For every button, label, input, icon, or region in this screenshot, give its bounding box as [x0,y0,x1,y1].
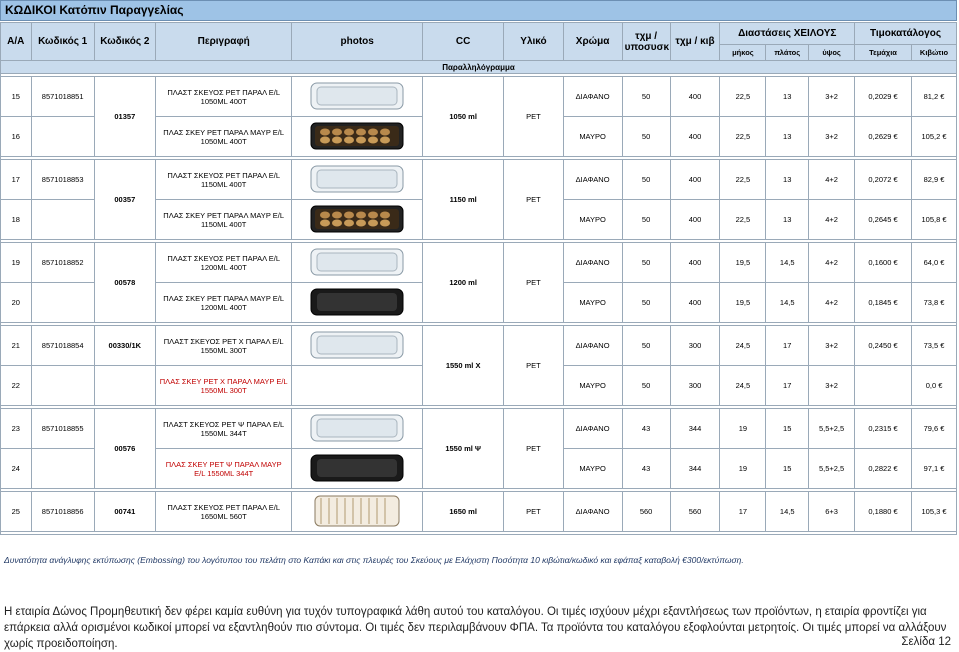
row-price-box: 79,6 € [912,409,957,449]
desc-line: 1150ML 400T [200,179,247,189]
disclaimer: Η εταιρία Δώνος Προμηθευτική δεν φέρει καμία ευθύνη για τυχόν τυπογραφικά λάθη αυτού του καταλόγου. Οι τιμές ισχύουν μέχρι εξαντλήσεως των προϊόντων, η εταιρία φροντίζει για επάρκεια αλλά ορισμένοι κωδικοί μπορεί να εξαντληθούν πιο σύντομα. Οι τιμές δεν περιλαμβάνουν ΦΠΑ. Τα προϊόντα του καταλόγου εξοφλούνται μετρητοίς. Οι τιμές μπορεί να αλλάξουν χωρίς προειδοποίηση. [4,606,947,650]
row-width: 15 [766,409,809,449]
row-price-box: 0,0 € [912,366,957,406]
row-material: PET [504,243,563,323]
row-per-pack: 43 [622,409,670,449]
desc-line: ΠΛΑΣΤ ΣΚΕΥΟΣ PET ΠΑΡΑΛ E/L [167,87,281,97]
row-desc [155,449,292,489]
row-height: 3+2 [809,117,855,157]
row-price-piece: 0,2645 € [855,200,912,240]
container-photo [301,79,413,113]
row-aa: 19 [1,243,32,283]
desc-line: 1550ML 300T [200,345,247,355]
desc-line: ΠΛΑΣΤ ΣΚΕΥΟΣ PET Ψ ΠΑΡΑΛ E/L [163,419,285,429]
row-per-pack: 50 [622,326,670,366]
row-price-piece: 0,2822 € [855,449,912,489]
row-code1: 8571018855 [31,409,94,449]
desc-line: ΠΛΑΣ ΣΚΕΥ PET X ΠΑΡΑΛ ΜΑΥΡ E/L [159,376,288,386]
row-price-box: 73,5 € [912,326,957,366]
row-desc [155,492,292,532]
row-aa: 21 [1,326,32,366]
container-photo [301,451,413,485]
container-photo [301,119,413,153]
col-photos: photos [292,23,422,61]
row-price-box: 105,8 € [912,200,957,240]
desc-line: 1050ML 400T [200,136,247,146]
row-width: 13 [766,77,809,117]
row-price-piece: 0,2450 € [855,326,912,366]
col-cc: CC [422,23,504,61]
row-price-piece [855,366,912,406]
row-price-box: 105,2 € [912,117,957,157]
row-price-piece: 0,2072 € [855,160,912,200]
table-row [1,243,957,283]
row-price-box: 81,2 € [912,77,957,117]
row-photo [292,326,422,366]
row-code2: 00576 [94,409,155,489]
row-per-box: 300 [670,366,720,406]
row-per-pack: 50 [622,117,670,157]
row-photo [292,160,422,200]
row-desc [155,117,292,157]
row-code2: 00330/1K [94,326,155,366]
row-desc [155,366,292,406]
row-photo [292,243,422,283]
catalog-table [0,22,957,535]
row-cc: 1550 ml Ψ [422,409,504,489]
row-code1: 8571018854 [31,326,94,366]
row-photo [292,117,422,157]
table-row [1,492,957,532]
row-aa: 20 [1,283,32,323]
row-per-pack: 50 [622,160,670,200]
row-per-pack: 50 [622,243,670,283]
row-height: 4+2 [809,243,855,283]
col-width: πλάτος [766,45,809,61]
row-per-box: 344 [670,449,720,489]
col-code2: Κωδικός 2 [94,23,155,61]
row-price-box: 82,9 € [912,160,957,200]
desc-line: ΠΛΑΣΤ ΣΚΕΥΟΣ PET ΠΑΡΑΛ E/L [167,170,281,180]
row-code1: 8571018852 [31,243,94,283]
row-per-pack: 50 [622,283,670,323]
row-color: ΜΑΥΡΟ [563,283,622,323]
row-per-box: 344 [670,409,720,449]
row-desc [155,160,292,200]
row-desc [155,326,292,366]
row-desc [155,283,292,323]
embossing-note: Δυνατότητα ανάγλυφης εκτύπωσης (Embossing) του λογότυπου του πελάτη στο Καπάκι και στις πλευρές του Σκεύους με Ελάχιστη Ποσότητα 10 κιβώτια/κωδικό και εφάπαξ καταβολή €300/εκτύπωση. [4,555,744,565]
container-photo [301,202,413,236]
row-length: 24,5 [720,326,766,366]
row-aa: 17 [1,160,32,200]
row-color: ΔΙΑΦΑΝΟ [563,77,622,117]
row-photo [292,449,422,489]
row-color: ΜΑΥΡΟ [563,366,622,406]
row-price-box: 105,3 € [912,492,957,532]
row-aa: 25 [1,492,32,532]
row-color: ΔΙΑΦΑΝΟ [563,409,622,449]
row-per-box: 400 [670,200,720,240]
row-length: 19,5 [720,283,766,323]
row-per-pack: 50 [622,366,670,406]
desc-line: 1550ML 300T [200,385,247,395]
row-code1: 8571018851 [31,77,94,117]
desc-line: 1150ML 400T [200,219,247,229]
row-aa: 18 [1,200,32,240]
row-code2: 00741 [94,492,155,532]
row-price-box: 64,0 € [912,243,957,283]
col-height: ύψος [809,45,855,61]
desc-line: ΠΛΑΣΤ ΣΚΕΥΟΣ PET ΠΑΡΑΛ E/L [167,253,281,263]
row-cc: 1050 ml [422,77,504,157]
container-photo [301,162,413,196]
col-material: Υλικό [504,23,563,61]
row-price-piece: 0,2029 € [855,77,912,117]
row-width: 14,5 [766,243,809,283]
row-length: 22,5 [720,160,766,200]
row-height: 4+2 [809,283,855,323]
col-length: μήκος [720,45,766,61]
container-photo [301,494,413,528]
container-photo [301,411,413,445]
row-width: 14,5 [766,283,809,323]
row-height: 3+2 [809,366,855,406]
desc-line: 1050ML 400T [200,96,247,106]
table-row [1,409,957,449]
desc-line: ΠΛΑΣ ΣΚΕΥ PET ΠΑΡΑΛ ΜΑΥΡ E/L [163,293,285,303]
table-row [1,77,957,117]
desc-line: ΠΛΑΣ ΣΚΕΥ PET ΠΑΡΑΛ ΜΑΥΡ E/L [163,210,285,220]
col-pricelist: Τιμοκατάλογος [855,23,957,45]
row-price-piece: 0,1600 € [855,243,912,283]
desc-line: E/L 1550ML 344T [194,468,254,478]
container-photo [301,285,413,319]
row-per-box: 400 [670,283,720,323]
row-cc: 1150 ml [422,160,504,240]
row-length: 24,5 [720,366,766,406]
row-per-box: 400 [670,160,720,200]
row-photo [292,283,422,323]
row-color: ΜΑΥΡΟ [563,449,622,489]
table-row [1,160,957,200]
row-cc: 1550 ml X [422,326,504,406]
row-color: ΔΙΑΦΑΝΟ [563,326,622,366]
desc-line: ΠΛΑΣ ΣΚΕΥ PET Ψ ΠΑΡΑΛ ΜΑΥΡ [165,459,282,469]
row-color: ΔΙΑΦΑΝΟ [563,160,622,200]
row-price-box: 73,8 € [912,283,957,323]
col-box: Κιβώτιο [912,45,957,61]
row-price-piece: 0,2315 € [855,409,912,449]
table-row [1,326,957,366]
row-width: 15 [766,449,809,489]
row-color: ΜΑΥΡΟ [563,200,622,240]
section-title: Παραλληλόγραμμα [1,61,957,74]
container-photo [301,245,413,279]
col-per-box: τχμ / κιβ [670,23,720,61]
row-price-piece: 0,1845 € [855,283,912,323]
row-length: 22,5 [720,77,766,117]
desc-line: 1650ML 560T [200,511,247,521]
row-width: 13 [766,200,809,240]
col-dims: Διαστάσεις ΧΕΙΛΟΥΣ [720,23,855,45]
row-photo [292,492,422,532]
row-price-box: 97,1 € [912,449,957,489]
col-aa: Α/Α [1,23,32,61]
row-code2: 01357 [94,77,155,157]
row-material: PET [504,160,563,240]
row-photo [292,366,422,406]
row-height: 5,5+2,5 [809,409,855,449]
row-gap [1,532,957,535]
row-color: ΔΙΑΦΑΝΟ [563,492,622,532]
col-desc: Περιγραφή [155,23,292,61]
row-length: 19 [720,409,766,449]
row-code1 [31,200,94,240]
row-length: 22,5 [720,200,766,240]
row-aa: 15 [1,77,32,117]
desc-line: 1200ML 400T [200,302,247,312]
col-color: Χρώμα [563,23,622,61]
row-photo [292,77,422,117]
row-length: 22,5 [720,117,766,157]
row-desc [155,243,292,283]
row-price-piece: 0,2629 € [855,117,912,157]
row-per-pack: 560 [622,492,670,532]
row-code1 [31,117,94,157]
page-title: ΚΩΔΙΚΟΙ Κατόπιν Παραγγελίας [0,0,957,21]
row-width: 13 [766,160,809,200]
row-length: 19,5 [720,243,766,283]
row-material: PET [504,492,563,532]
col-per-pack: τχμ / υποσυσκ [622,23,670,61]
row-width: 17 [766,326,809,366]
row-length: 17 [720,492,766,532]
row-cc: 1200 ml [422,243,504,323]
row-aa: 24 [1,449,32,489]
row-height: 4+2 [809,200,855,240]
row-per-box: 400 [670,243,720,283]
row-per-box: 400 [670,117,720,157]
desc-line: 1200ML 400T [200,262,247,272]
desc-line: 1550ML 344T [200,428,247,438]
desc-line: ΠΛΑΣΤ ΣΚΕΥΟΣ PET X ΠΑΡΑΛ E/L [163,336,284,346]
row-per-box: 300 [670,326,720,366]
row-material: PET [504,409,563,489]
row-photo [292,200,422,240]
row-width: 14,5 [766,492,809,532]
container-photo [301,328,413,362]
row-per-pack: 43 [622,449,670,489]
row-code2: 00357 [94,160,155,240]
row-color: ΜΑΥΡΟ [563,117,622,157]
row-code1 [31,366,94,406]
row-color: ΔΙΑΦΑΝΟ [563,243,622,283]
row-cc: 1650 ml [422,492,504,532]
row-aa: 23 [1,409,32,449]
row-material: PET [504,326,563,406]
row-height: 5,5+2,5 [809,449,855,489]
row-per-box: 400 [670,77,720,117]
row-code1: 8571018856 [31,492,94,532]
page-number: Σελίδα 12 [901,636,951,648]
row-price-piece: 0,1880 € [855,492,912,532]
row-desc [155,77,292,117]
row-material: PET [504,77,563,157]
desc-line: ΠΛΑΣΤ ΣΚΕΥΟΣ PET ΠΑΡΑΛ E/L [167,502,281,512]
row-width: 13 [766,117,809,157]
row-code1: 8571018853 [31,160,94,200]
row-height: 4+2 [809,160,855,200]
row-code1 [31,283,94,323]
row-height: 3+2 [809,77,855,117]
row-height: 6+3 [809,492,855,532]
row-desc [155,409,292,449]
row-desc [155,200,292,240]
row-width: 17 [766,366,809,406]
row-length: 19 [720,449,766,489]
row-height: 3+2 [809,326,855,366]
col-code1: Κωδικός 1 [31,23,94,61]
row-aa: 16 [1,117,32,157]
row-aa: 22 [1,366,32,406]
row-per-box: 560 [670,492,720,532]
desc-line: ΠΛΑΣ ΣΚΕΥ PET ΠΑΡΑΛ ΜΑΥΡ E/L [163,127,285,137]
row-code2: 00578 [94,243,155,323]
row-code1 [31,449,94,489]
row-code2 [94,366,155,406]
row-photo [292,409,422,449]
row-per-pack: 50 [622,77,670,117]
col-piece: Τεμάχια [855,45,912,61]
row-per-pack: 50 [622,200,670,240]
